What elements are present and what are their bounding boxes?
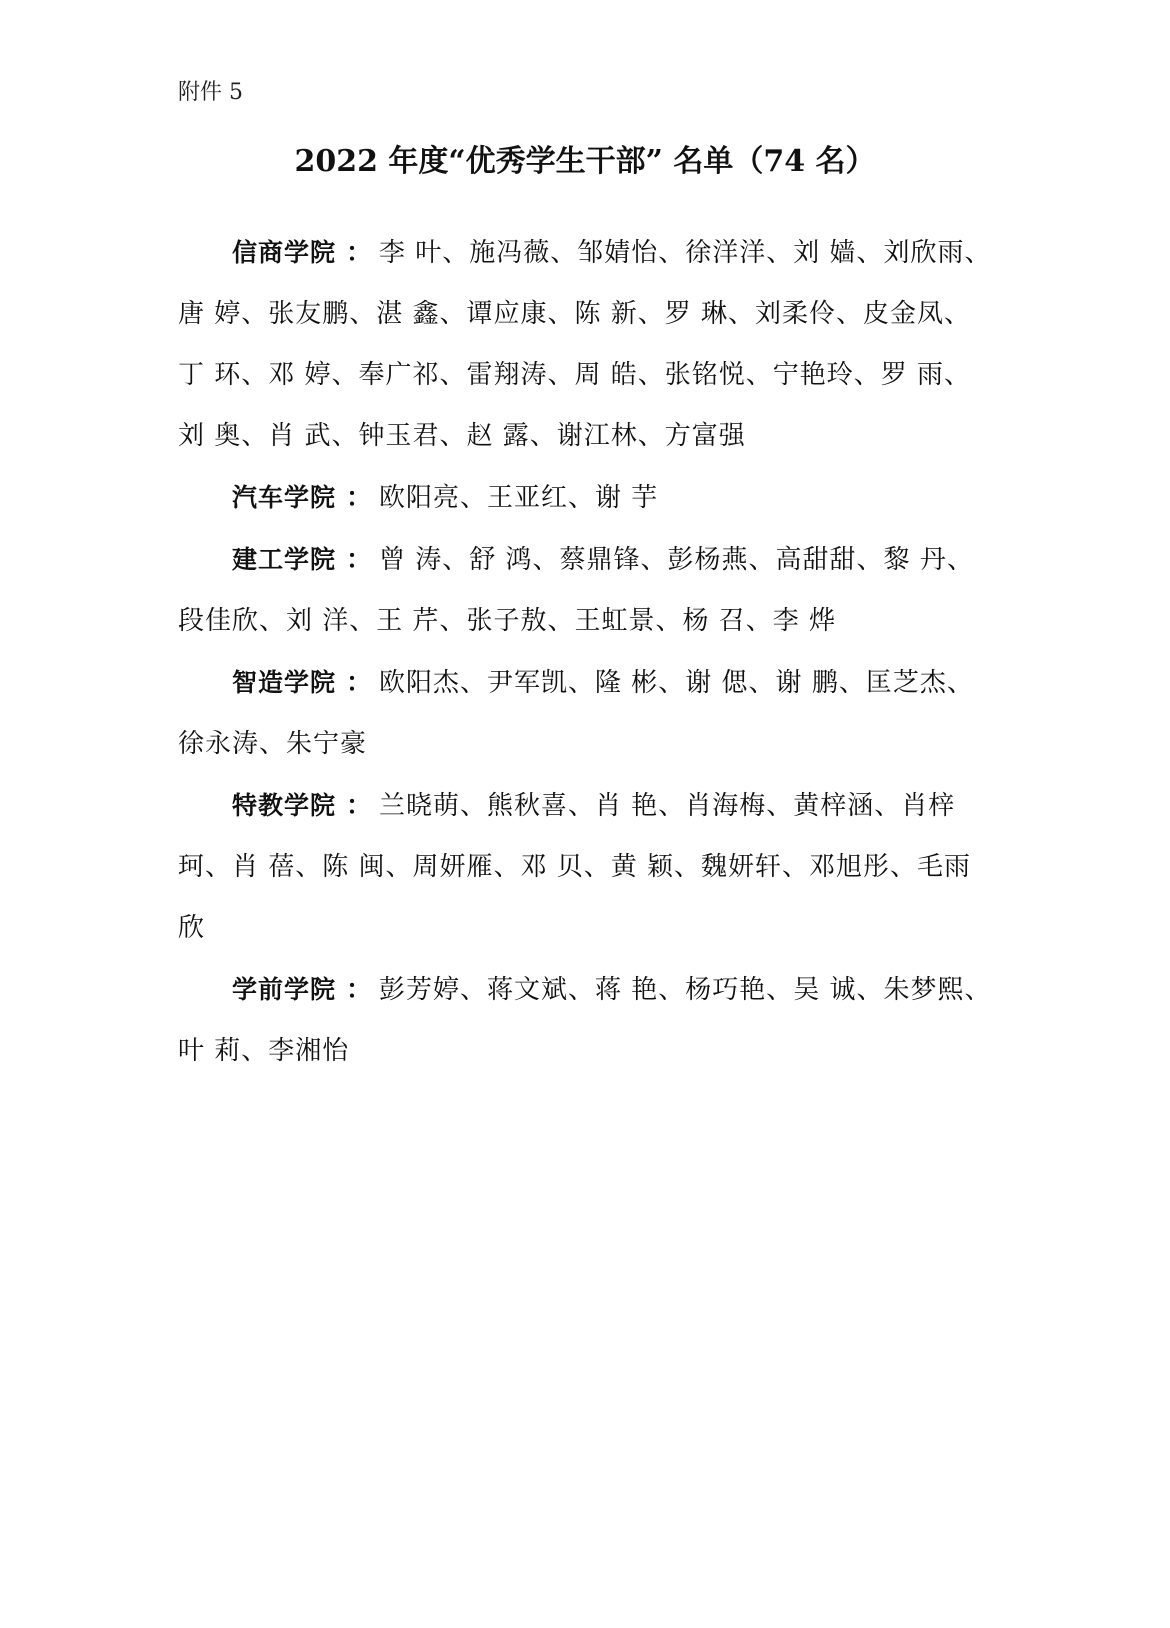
college-name: 汽车学院 xyxy=(232,483,337,512)
college-name: 信商学院 xyxy=(232,238,337,267)
college-entry-xueqian xyxy=(178,959,998,1082)
college-entry-jiangong xyxy=(178,529,998,652)
college-separator: ： xyxy=(346,791,374,821)
college-members: 欧阳杰、尹军凯、隆 彬、谢 偲、谢 鹏、匡芝杰、徐永涛、朱宁豪 xyxy=(178,668,974,759)
college-separator: ： xyxy=(346,975,374,1005)
college-list xyxy=(178,222,998,1082)
college-separator: ： xyxy=(346,238,374,268)
college-members: 曾 涛、舒 鸿、蔡鼎锋、彭杨燕、高甜甜、黎 丹、段佳欣、刘 洋、王 芹、张子敖、王虹景、杨 召、李 烨 xyxy=(178,545,974,636)
college-name: 建工学院 xyxy=(232,545,337,574)
college-separator: ： xyxy=(346,483,374,513)
college-entry-tejiao xyxy=(178,775,998,959)
college-members: 兰晓萌、熊秋喜、肖 艳、肖海梅、黄梓涵、肖梓珂、肖 蓓、陈 闽、周妍雁、邓 贝、黄 颖、魏妍轩、邓旭彤、毛雨欣 xyxy=(178,791,972,943)
college-name: 学前学院 xyxy=(232,975,337,1004)
attachment-label: 附件 5 xyxy=(178,80,243,105)
document-title: 2022 年度“优秀学生干部” 名单（74 名） xyxy=(294,144,876,179)
college-members: 彭芳婷、蒋文斌、蒋 艳、杨巧艳、吴 诚、朱梦熙、叶 莉、李湘怡 xyxy=(178,975,992,1066)
college-separator: ： xyxy=(346,668,374,698)
college-entry-xinshang xyxy=(178,222,998,467)
college-name: 特教学院 xyxy=(232,791,337,820)
college-members: 欧阳亮、王亚红、谢 芋 xyxy=(379,483,659,513)
college-name: 智造学院 xyxy=(232,668,337,697)
college-separator: ： xyxy=(346,545,374,575)
college-entry-qiche xyxy=(178,467,998,529)
college-members: 李 叶、施冯薇、邹婧怡、徐洋洋、刘 嫱、刘欣雨、唐 婷、张友鹏、湛 鑫、谭应康、陈 新、罗 琳、刘柔伶、皮金凤、丁 环、邓 婷、奉广祁、雷翔涛、周 皓、张铭悦、宁艳玲、罗 雨、刘 奥、肖 武、钟玉君、赵 露、谢江林、方富强 xyxy=(178,238,992,451)
college-entry-zhizao xyxy=(178,652,998,775)
